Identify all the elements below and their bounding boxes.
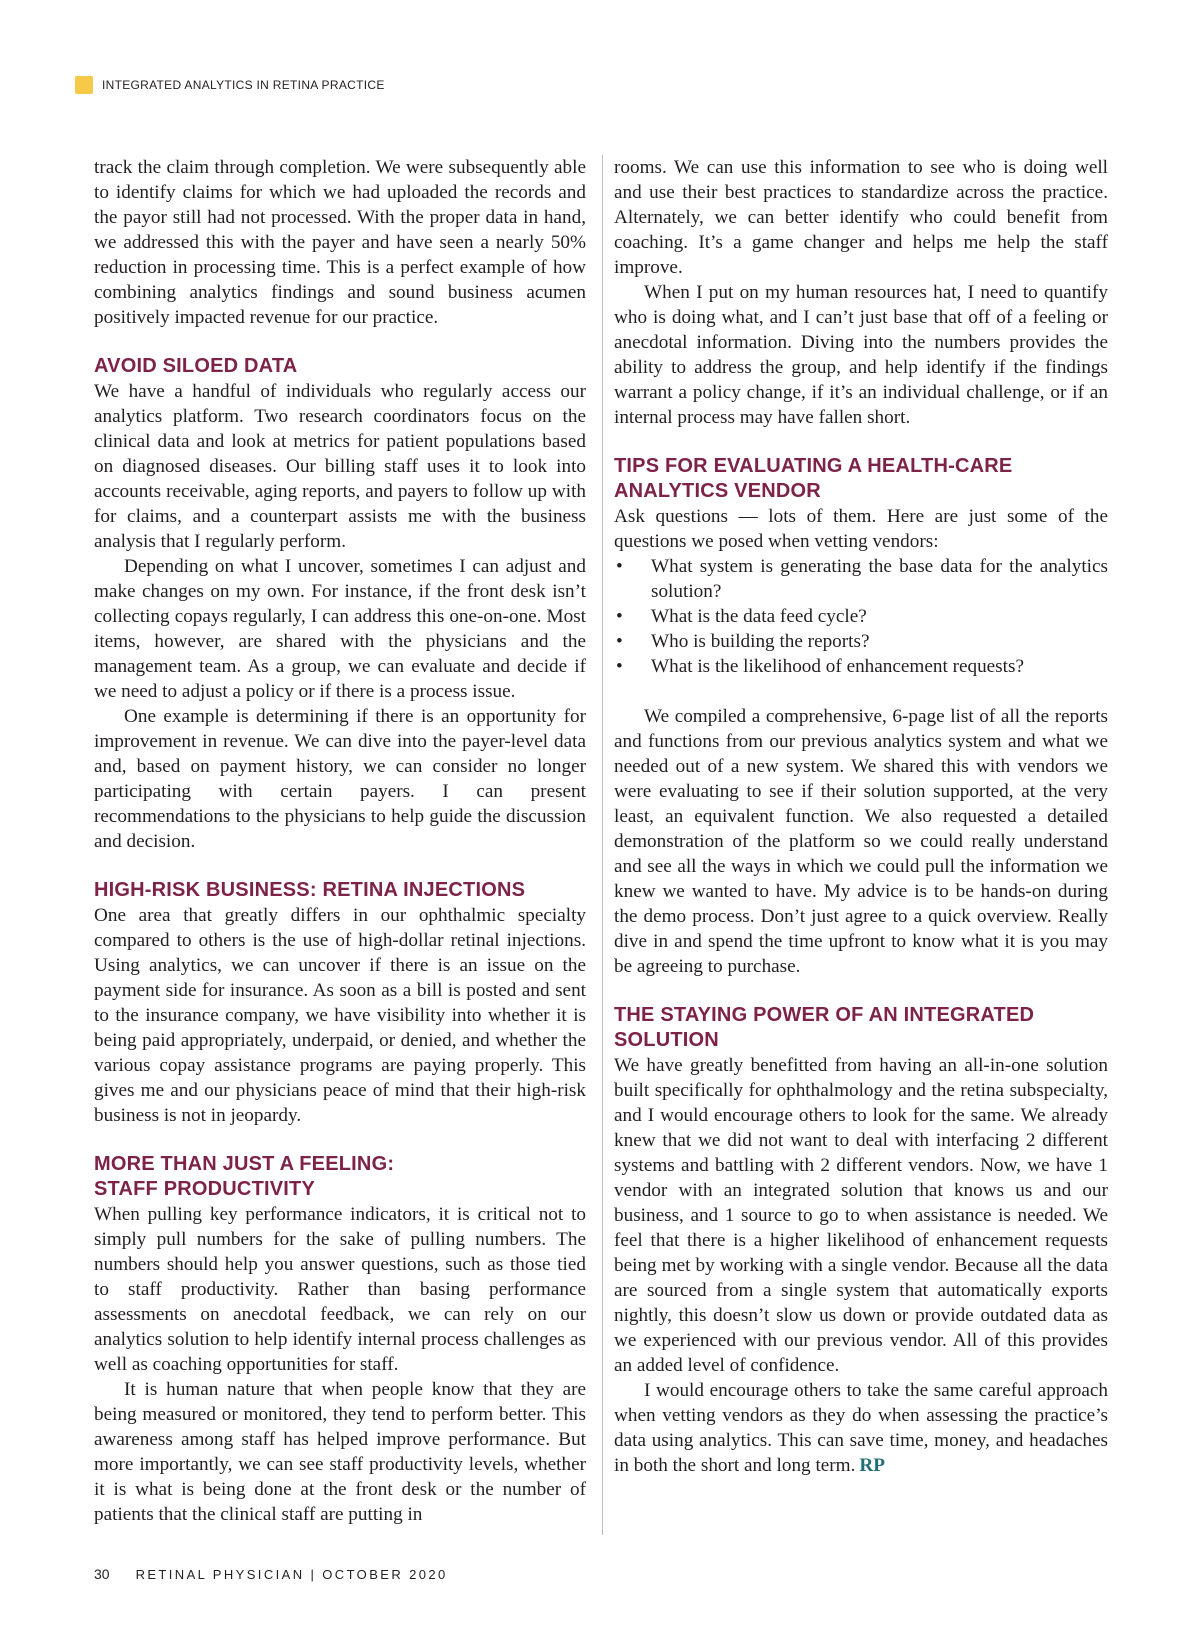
heading-tips-evaluating-vendor: [614, 454, 1108, 504]
body-paragraph: We have greatly benefitted from having an all-in-one solution built specifically for ophthalmology and the retina subspecialty, and I would encourage others to look for the same. We already knew that we did not want to deal with interfacing 2 different systems and battling with 2 different vendors. Now, we have 1 vendor with an integrated solution that knows us and our business, and 1 source to go to when assistance is needed. We feel that there is a higher likelihood of enhancement requests being met by working with a single vendor. Because all the data are sourced from a single system that automatically exports nightly, this doesn’t slow us down or provide outdated data as we experienced with our previous vendor. All of this provides an added level of confidence.: [614, 1055, 1108, 1376]
page-number: 30: [94, 1566, 110, 1582]
body-paragraph: It is human nature that when people know that they are being measured or monitored, they tend to perform better. This awareness among staff has helped improve performance. But more importantly, we can see staff productivity levels, whether it is what is being done at the front desk or the number of patients that the clinical staff are putting in: [94, 1379, 586, 1525]
vendor-questions-list: [614, 554, 1108, 679]
end-mark-rp: RP: [859, 1455, 885, 1476]
list-item: • What is the data feed cycle?: [614, 604, 1108, 629]
heading-line: THE STAYING POWER OF AN INTEGRATED: [614, 1004, 1035, 1026]
list-item: • What system is generating the base data for the analytics solution?: [614, 554, 1108, 604]
heading-retina-injections: HIGH-RISK BUSINESS: RETINA INJECTIONS: [94, 879, 526, 901]
running-title: INTEGRATED ANALYTICS IN RETINA PRACTICE: [102, 78, 385, 92]
list-item: • Who is building the reports?: [614, 629, 1108, 654]
section-tab-marker: [75, 76, 93, 94]
heading-line: MORE THAN JUST A FEELING:: [94, 1153, 395, 1175]
left-column: [94, 155, 586, 1527]
right-column: [614, 155, 1108, 1478]
body-paragraph: One area that greatly differs in our ophthalmic specialty compared to others is the use of high-dollar retinal injections. Using analytics, we can uncover if there is an issue on the payment side for insurance. As soon as a bill is posted and sent to the insurance company, we have visibility into whether it is being paid appropriately, underpaid, or denied, and whether the various copay assistance programs are paying properly. This gives me and our physicians peace of mind that their high-risk business is not in jeopardy.: [94, 905, 586, 1126]
intro-paragraph: track the claim through completion. We were subsequently able to identify claims for which we had uploaded the records and the payor still had not processed. With the proper data in hand, we addressed this with the payer and have seen a nearly 50% reduction in processing time. This is a perfect example of how combining analytics findings and sound business acumen positively impacted revenue for our practice.: [94, 157, 586, 328]
closing-text: I would encourage others to take the same careful approach when vetting vendors as they do when assessing the practice’s data using analytics. This can save time, money, and headaches in both the short and long term.: [614, 1380, 1108, 1476]
body-paragraph: We compiled a comprehensive, 6-page list of all the reports and functions from our previous analytics system and what we needed out of a new system. We shared this with vendors we were evaluating to see if their solution supported, at the very least, an equivalent function. We also requested a detailed demonstration of the platform so we could really understand and see all the ways in which we could pull the information we knew we wanted to have. My advice is to be hands-on during the demo process. Don’t just agree to a quick overview. Really dive in and spend the time upfront to know what it is you may be agreeing to purchase.: [614, 706, 1108, 977]
continued-paragraph: rooms. We can use this information to see who is doing well and use their best practices to standardize across the practice. Alternately, we can better identify who could benefit from coaching. It’s a game changer and helps me help the staff improve.: [614, 157, 1108, 278]
body-paragraph: One example is determining if there is an opportunity for improvement in revenue. We can dive into the payer-level data and, based on payment history, we can consider no longer participating with certain payers. I can present recommendations to the physicians to help guide the discussion and decision.: [94, 706, 586, 852]
heading-line: TIPS FOR EVALUATING A HEALTH-CARE: [614, 455, 1013, 477]
column-divider: [602, 155, 603, 1535]
running-head: [75, 76, 385, 94]
heading-staff-productivity: [94, 1152, 586, 1202]
heading-line: ANALYTICS VENDOR: [614, 480, 821, 502]
heading-line: STAFF PRODUCTIVITY: [94, 1178, 316, 1200]
heading-staying-power: [614, 1003, 1108, 1053]
heading-avoid-siloed-data: AVOID SILOED DATA: [94, 355, 298, 377]
body-paragraph: When pulling key performance indicators, it is critical not to simply pull numbers for the sake of pulling numbers. The numbers should help you answer questions, such as those tied to staff productivity. Rather than basing performance assessments on anecdotal feedback, we can rely on our analytics solution to help identify internal process challenges as well as coaching opportunities for staff.: [94, 1204, 586, 1375]
list-item: • What is the likelihood of enhancement requests?: [614, 654, 1108, 679]
publication-line: RETINAL PHYSICIAN | OCTOBER 2020: [135, 1567, 448, 1582]
list-spacer: [614, 679, 1108, 704]
closing-paragraph: [614, 1378, 1108, 1478]
heading-line: SOLUTION: [614, 1029, 719, 1051]
hr-paragraph: When I put on my human resources hat, I need to quantify who is doing what, and I can’t just base that off of a feeling or anecdotal information. Diving into the numbers provides the ability to address the group, and help identify if the findings warrant a policy change, if it’s an individual challenge, or if an internal process may have fallen short.: [614, 282, 1108, 428]
page-footer: [94, 1566, 448, 1582]
body-paragraph: Depending on what I uncover, sometimes I can adjust and make changes on my own. For instance, if the front desk isn’t collecting copays regularly, I can address this one-on-one. Most items, however, are shared with the physicians and the management team. As a group, we can evaluate and decide if we need to adjust a policy or if there is a process issue.: [94, 556, 586, 702]
tips-lead-paragraph: Ask questions — lots of them. Here are just some of the questions we posed when vetting vendors:: [614, 506, 1108, 552]
body-paragraph: We have a handful of individuals who regularly access our analytics platform. Two research coordinators focus on the clinical data and look at metrics for patient populations based on diagnosed diseases. Our billing staff uses it to look into accounts receivable, aging reports, and payers to follow up with for claims, and a counterpart assists me with the business analysis that I regularly perform.: [94, 381, 586, 552]
